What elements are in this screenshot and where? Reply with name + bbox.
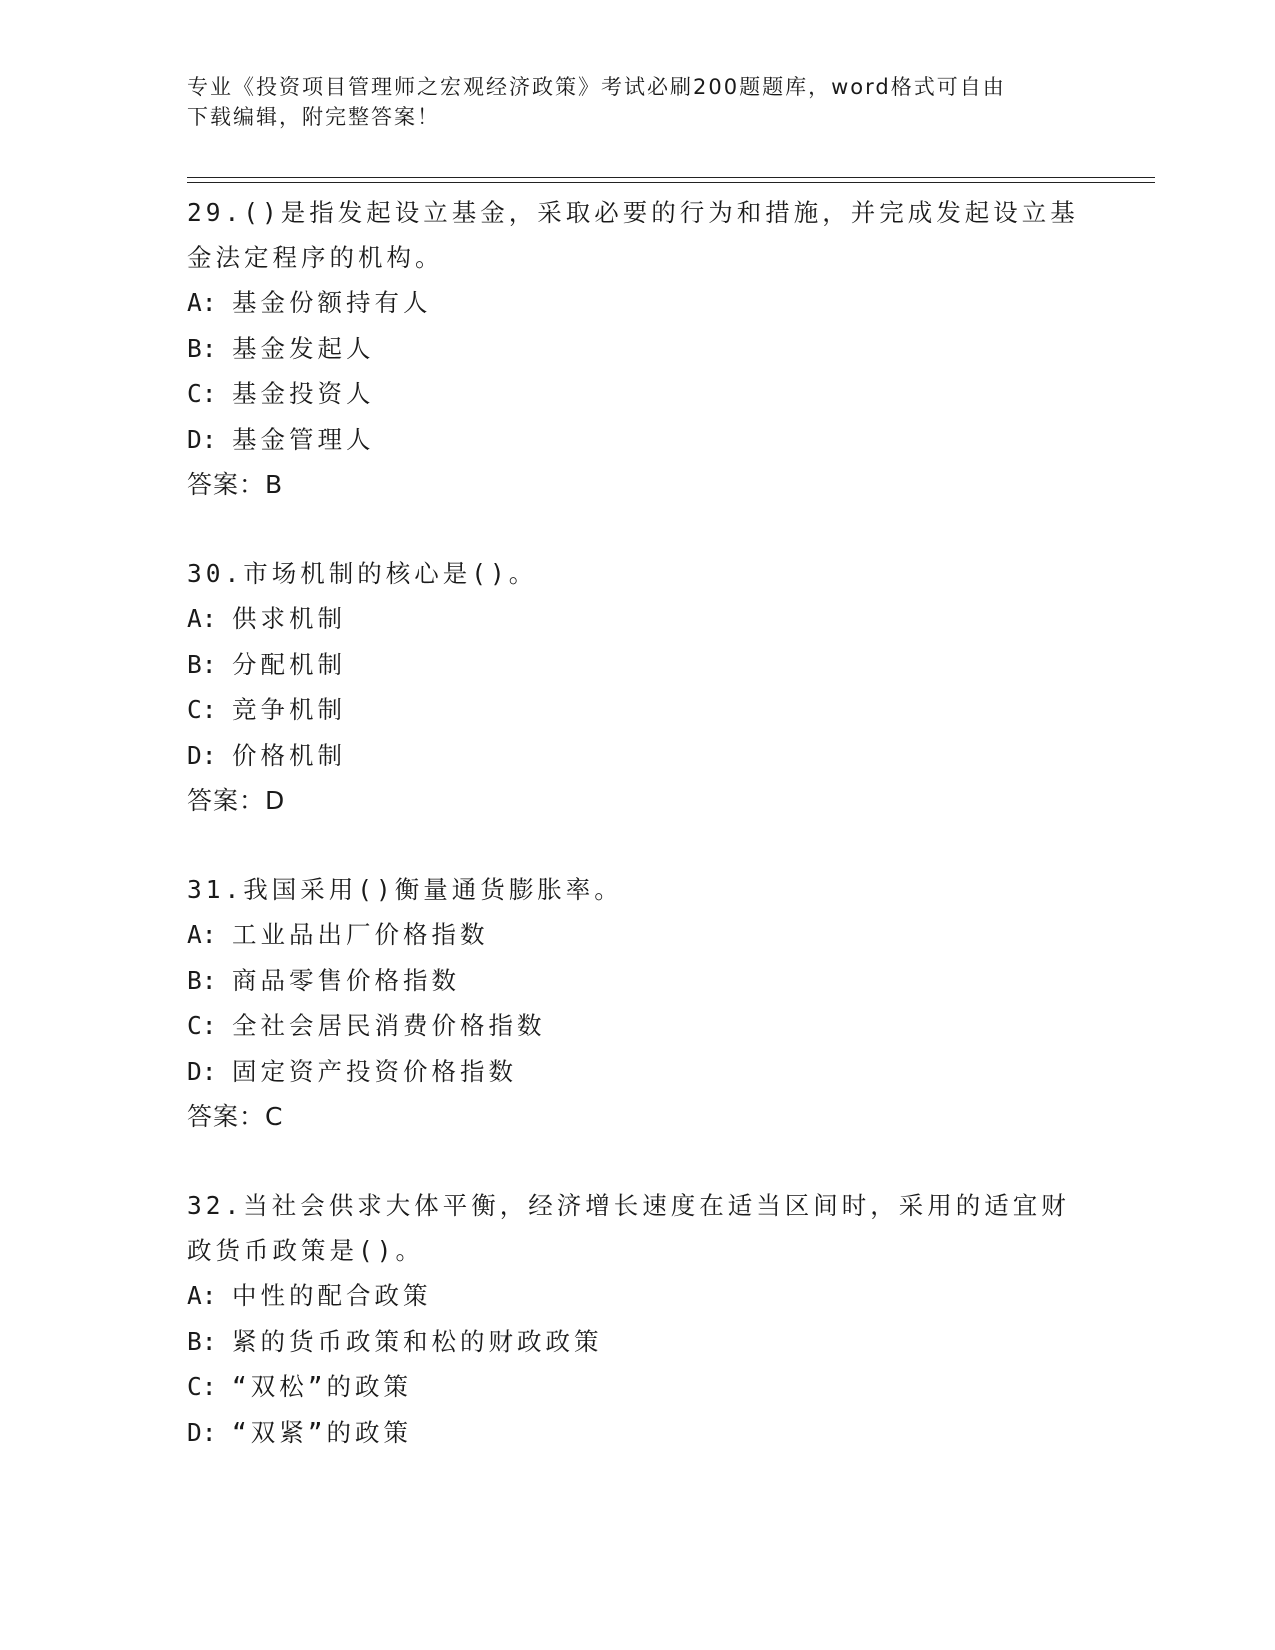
option-letter: B:: [187, 649, 217, 679]
option-letter: B:: [187, 965, 217, 995]
option-text: 紧的货币政策和松的财政政策: [232, 1326, 603, 1356]
question-stem: [187, 190, 1087, 280]
question-list: [187, 190, 1087, 1499]
option-c: [187, 1364, 1087, 1410]
question-stem-line: 30.市场机制的核心是()。: [187, 559, 538, 588]
header-divider-top: [187, 177, 1155, 178]
document-header: [187, 72, 1087, 132]
option-letter: A:: [187, 288, 217, 317]
option-b: [187, 326, 1087, 372]
option-c: [187, 371, 1087, 417]
option-letter: D:: [187, 1417, 217, 1447]
header-divider-bottom: [187, 182, 1155, 183]
option-d: [187, 417, 1087, 463]
option-text: 基金份额持有人: [232, 288, 432, 317]
option-letter: A:: [187, 1281, 217, 1310]
option-letter: D:: [187, 1056, 217, 1086]
question-item: [187, 867, 1087, 1139]
question-item: [187, 551, 1087, 823]
answer-line: 答案：B: [187, 470, 284, 499]
option-text: 工业品出厂价格指数: [232, 920, 489, 949]
header-line-2: 下载编辑，附完整答案！: [187, 105, 440, 129]
option-text: 中性的配合政策: [232, 1281, 432, 1310]
question-stem-line: 29.()是指发起设立基金，采取必要的行为和措施，并完成发起设立基: [187, 198, 1079, 227]
option-letter: C:: [187, 695, 217, 724]
option-text: 基金投资人: [232, 379, 375, 408]
question-stem: [187, 551, 1087, 596]
question-stem: [187, 1183, 1087, 1273]
question-item: [187, 190, 1087, 507]
question-stem-line: 政货币政策是()。: [187, 1236, 424, 1265]
option-text: 基金管理人: [232, 424, 375, 454]
option-d: [187, 1410, 1087, 1456]
option-letter: B:: [187, 333, 217, 363]
question-stem-line: 31.我国采用()衡量通货膨胀率。: [187, 875, 623, 904]
option-letter: C:: [187, 1011, 217, 1040]
option-letter: A:: [187, 604, 217, 633]
option-b: [187, 1319, 1087, 1365]
option-letter: D:: [187, 740, 217, 770]
question-stem-line: 32.当社会供求大体平衡，经济增长速度在适当区间时，采用的适宜财: [187, 1191, 1070, 1220]
option-text: 固定资产投资价格指数: [232, 1056, 517, 1086]
question-stem: [187, 867, 1087, 912]
option-text: 价格机制: [232, 740, 346, 770]
option-d: [187, 733, 1087, 779]
option-c: [187, 687, 1087, 733]
option-text: “双松”的政策: [232, 1372, 412, 1401]
option-letter: D:: [187, 424, 217, 454]
answer-line: 答案：C: [187, 1102, 284, 1131]
option-a: [187, 280, 1087, 326]
question-item: [187, 1183, 1087, 1455]
option-letter: C:: [187, 379, 217, 408]
option-a: [187, 596, 1087, 642]
option-letter: C:: [187, 1372, 217, 1401]
option-text: 分配机制: [232, 649, 346, 679]
option-text: 供求机制: [232, 604, 346, 633]
option-b: [187, 642, 1087, 688]
option-letter: A:: [187, 920, 217, 949]
option-text: 全社会居民消费价格指数: [232, 1011, 546, 1040]
option-c: [187, 1003, 1087, 1049]
option-b: [187, 958, 1087, 1004]
option-letter: B:: [187, 1326, 217, 1356]
option-d: [187, 1049, 1087, 1095]
option-a: [187, 912, 1087, 958]
option-text: 基金发起人: [232, 333, 375, 363]
option-text: 商品零售价格指数: [232, 965, 460, 995]
option-text: “双紧”的政策: [232, 1417, 412, 1447]
answer-line: 答案：D: [187, 786, 286, 815]
option-a: [187, 1273, 1087, 1319]
option-text: 竞争机制: [232, 695, 346, 724]
header-line-1: 专业《投资项目管理师之宏观经济政策》考试必刷200题题库，word格式可自由: [187, 75, 1006, 99]
question-stem-line: 金法定程序的机构。: [187, 243, 444, 272]
